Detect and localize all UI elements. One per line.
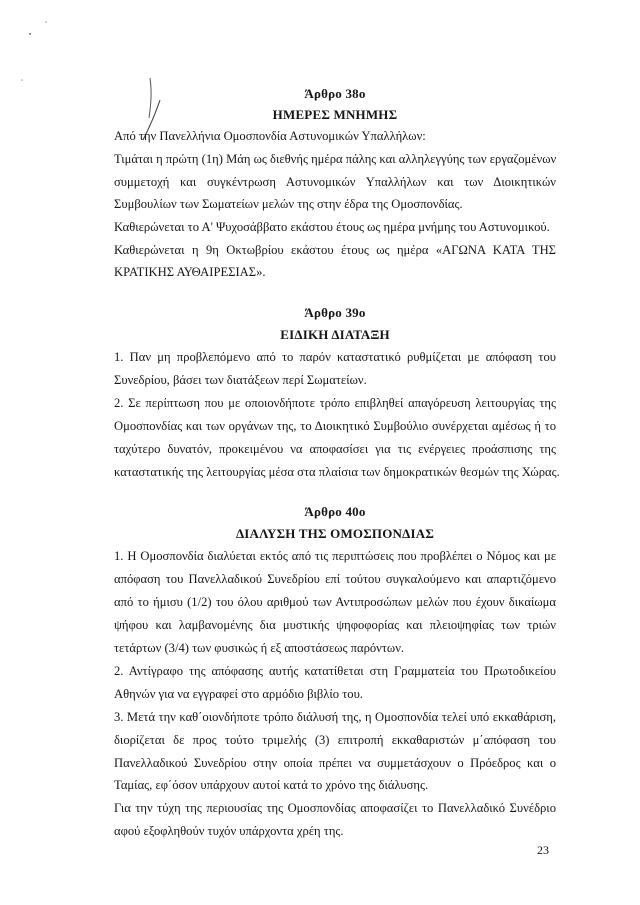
article-40-line: 1. Η Ομοσπονδία διαλύεται εκτός από τις περιπτώσεις που προβλέπει ο Νόμος και με (114, 549, 556, 563)
article-38-line: Τιμάται η πρώτη (1η) Μάη ως διεθνής ημέρα πάλης και αλληλεγγύης των εργαζομένων (114, 152, 557, 166)
article-40-line: Για την τύχη της περιουσίας της Ομοσπονδίας αποφασίζει το Πανελλαδικό Συνέδριο (114, 801, 556, 815)
article-40-line: διορίζεται δε προς τούτο τριμελής (3) επιτροπή εκκαθαριστών μ΄απόφαση του (114, 733, 556, 747)
article-40-line: Αθηνών για να εγγραφεί στο αρμόδιο βιβλίο του. (114, 687, 363, 701)
article-38-line: Καθιερώνεται το Α' Ψυχοσάββατο εκάστου έτους ως ημέρα μνήμης του Αστυνομικού. (114, 220, 550, 234)
article-38-subtitle: ΗΜΕΡΕΣ ΜΝΗΜΗΣ (272, 107, 398, 122)
article-40-line: αφού εξοφληθούν τυχόν υπάρχοντα χρέη της. (114, 824, 344, 838)
article-38-line: Καθιερώνεται η 9η Οκτωβρίου εκάστου έτους ως ημέρα «ΑΓΩΝΑ ΚΑΤΑ ΤΗΣ (114, 243, 556, 257)
article-39-line: 1. Παν μη προβλεπόμενο από το παρόν καταστατικό ρυθμίζεται με απόφαση του (114, 350, 556, 364)
article-39-subtitle: ΕΙΔΙΚΗ ΔΙΑΤΑΞΗ (280, 327, 390, 342)
article-38-line: Από την Πανελλήνια Ομοσπονδία Αστυνομικών Υπαλλήλων: (114, 129, 426, 143)
article-39-line: καταστατικής της λειτουργίας μέσα στα πλαίσια των δημοκρατικών θεσμών της Χώρας. (114, 465, 560, 479)
article-38-line: συμμετοχή και συγκέντρωση Αστυνομικών Υπαλλήλων και των Διοικητικών (114, 175, 556, 189)
article-40-line: Ταμίας, εφ΄όσον υπάρχουν αυτοί κατά το χρόνο της διάλυσης. (114, 778, 429, 792)
article-40-line: από το ήμισυ (1/2) του όλου αριθμού των Αντιπροσώπων μελών που έχουν δικαίωμα (114, 595, 556, 609)
article-40-line: Πανελλαδικού Συνεδρίου στην οποία πρέπει να συμμετάσχουν ο Πρόεδρος και ο (114, 756, 556, 770)
article-38-line: ΚΡΑΤΙΚΗΣ ΑΥΘΑΙΡΕΣΙΑΣ». (114, 265, 266, 279)
article-40-line: τετάρτων (3/4) των φυσικώς ή εξ αποστάσεως παρόντων. (114, 641, 405, 655)
article-40-line: ψήφου και λαμβανομένης δια μυστικής ψηφοφορίας και πλειοψηφίας των τριών (114, 618, 556, 632)
article-40-title: Άρθρο 40ο (304, 504, 366, 519)
article-40-line: 2. Αντίγραφο της απόφασης αυτής κατατίθεται στη Γραμματεία του Πρωτοδικείου (114, 664, 556, 678)
article-39-line: 2. Σε περίπτωση που με οποιονδήποτε τρόπο επιβληθεί απαγόρευση λειτουργίας της (114, 396, 556, 410)
article-38-title: Άρθρο 38ο (304, 86, 366, 101)
article-38-line: Συμβουλίων των Σωματείων μελών της στην έδρα της Ομοσπονδίας. (114, 197, 463, 211)
article-40-subtitle: ΔΙΑΛΥΣΗ ΤΗΣ ΟΜΟΣΠΟΝΔΙΑΣ (235, 526, 435, 541)
article-40-line: απόφαση του Πανελλαδικού Συνεδρίου επί τούτου συγκαλούμενο και απαρτιζόμενο (114, 572, 556, 586)
article-39-title: Άρθρο 39ο (304, 305, 366, 320)
article-40-line: 3. Μετά την καθ΄οιονδήποτε τρόπο διάλυσή της, η Ομοσπονδία τελεί υπό εκκαθάριση, (114, 710, 556, 724)
page-number: 23 (537, 843, 549, 857)
article-39-line: Συνεδρίου, βάσει των διατάξεων περί Σωματείων. (114, 373, 367, 387)
article-39-line: Ομοσπονδίας και των οργάνων της, το Διοικητικό Συμβούλιο συνέρχεται αμέσως ή το (114, 419, 556, 433)
article-39-line: ταχύτερο δυνατόν, προκειμένου να αποφασίσει για τις ενέργειες προάσπισης της (114, 442, 556, 456)
